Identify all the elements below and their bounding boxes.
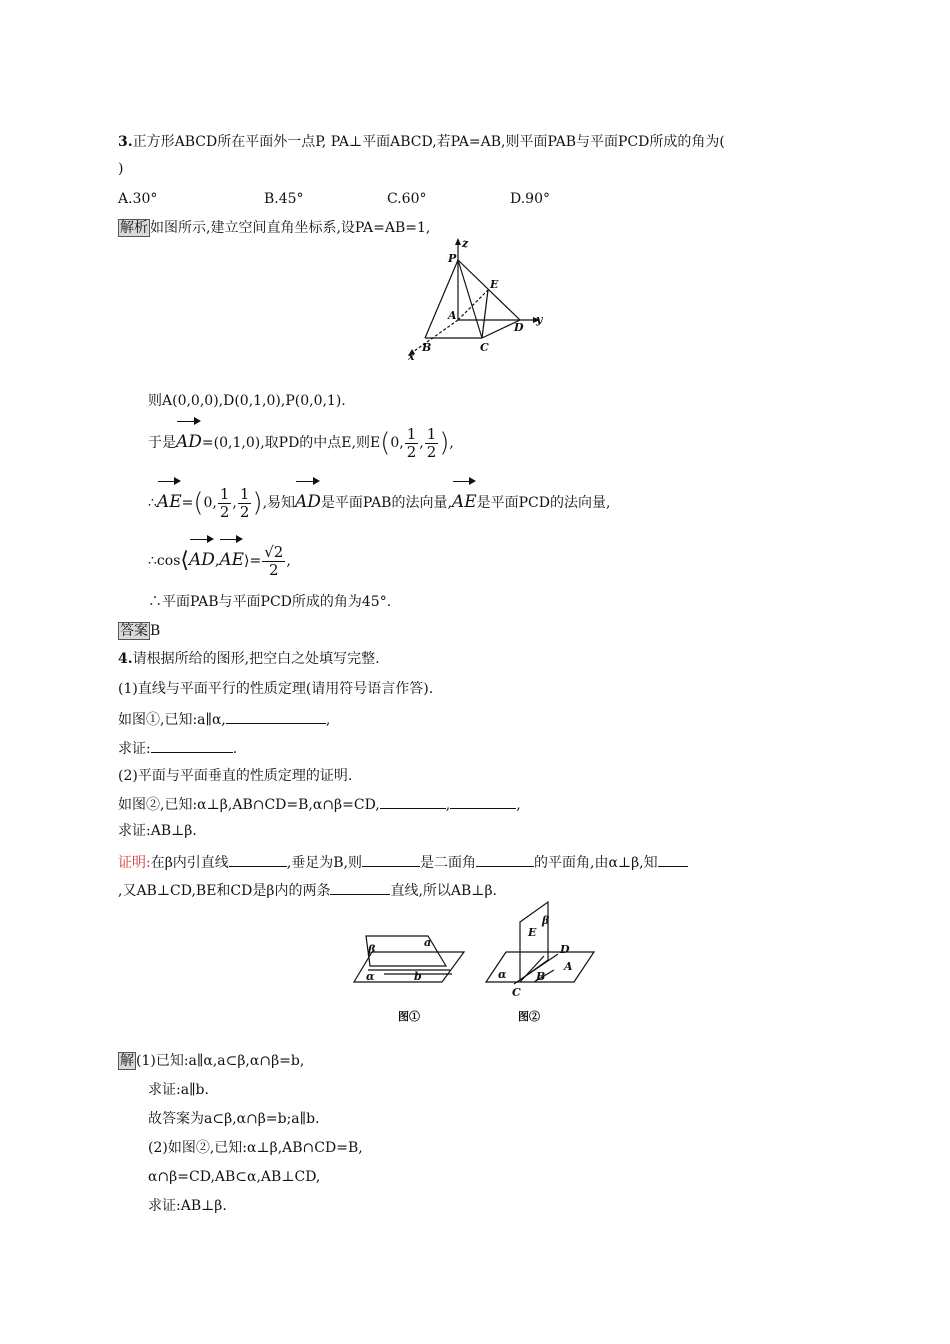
fig2-caption: 图②: [518, 1010, 540, 1023]
fig1-label-a: a: [424, 936, 432, 949]
q3-stem-line1: [118, 133, 725, 151]
e-coord-zero: 0,: [390, 435, 404, 451]
q4-solution-line3: 故答案为a⊂β,α∩β=b;a∥b.: [148, 1111, 320, 1127]
fig-label-p: P: [448, 252, 457, 265]
fill-blank[interactable]: [226, 709, 326, 724]
q3-stem-text: 正方形ABCD所在平面外一点P, PA⊥平面ABCD,若PA=AB,则平面PAB与平面PCD所成的角为(: [132, 134, 725, 150]
q3-step3: ∴AE=(0, $\frac{1}{2}$ , $\frac{1}{2}$ ),易知AD是平面PAB的法向量,AE是平面PCD的法向量,: [148, 478, 610, 523]
q4-solution-line2: 求证:a∥b.: [148, 1082, 209, 1098]
q3-option-b: B.45°: [264, 191, 304, 207]
fig2-label-beta: β: [542, 914, 550, 927]
fig1-label-b: b: [414, 970, 422, 983]
fill-blank[interactable]: [362, 852, 420, 867]
q3-analysis-line: [118, 219, 430, 237]
fig2-label-alpha: α: [498, 968, 507, 981]
fig-label-y: y: [536, 313, 543, 326]
fig-label-z: z: [462, 238, 469, 250]
fig2-label-a: A: [564, 960, 573, 973]
fig-label-b: B: [422, 341, 432, 354]
fig-label-a: A: [448, 309, 457, 322]
fill-blank[interactable]: [151, 738, 233, 753]
fig2-label-c: C: [512, 986, 521, 999]
q3-step2: 于是AD=(0,1,0),取PD的中点E,则E(0, $\frac{1}{2}$ , $\frac{1}{2}$ ),: [148, 418, 454, 463]
fig2-label-d: D: [560, 943, 570, 956]
vector-ad: AD: [189, 536, 215, 580]
fig-label-x: x: [408, 350, 415, 363]
q4-solution-line6: 求证:AB⊥β.: [148, 1198, 227, 1214]
pyramid-figure: [400, 238, 560, 364]
fill-blank[interactable]: [450, 794, 516, 809]
fill-blank[interactable]: [380, 794, 446, 809]
fig-label-c: C: [480, 341, 489, 354]
half-fraction: $\frac{1}{2}$: [426, 424, 437, 461]
figure-2: [484, 898, 602, 1032]
vector-ae: AE: [452, 478, 477, 522]
fig2-label-e: E: [528, 926, 537, 939]
q3-answer-line: [118, 622, 160, 640]
q3-option-c: C.60°: [387, 191, 427, 207]
q4-stem: [118, 650, 380, 668]
q3-step4: ∴cos⟨AD,AE⟩= $\frac{√2}{2}$ ,: [148, 536, 291, 581]
q4-solution-line4: (2)如图②,已知:α⊥β,AB∩CD=B,: [148, 1140, 363, 1156]
fig2-label-b: B: [536, 970, 546, 983]
fig-label-d: D: [514, 321, 524, 334]
q4-part1-given: 如图①,已知:a∥α, ,: [118, 709, 330, 729]
fill-blank[interactable]: [330, 880, 390, 895]
fill-blank[interactable]: [658, 852, 688, 867]
vector-ad: AD: [176, 418, 202, 462]
cos-value-fraction: $\frac{√2}{2}$: [264, 542, 284, 579]
half-fraction: $\frac{1}{2}$: [239, 484, 250, 521]
q4-number: 4.: [118, 651, 133, 667]
fig1-label-alpha: α: [366, 970, 375, 983]
solution-tag: 解: [120, 1053, 134, 1069]
q4-part2-prove: 求证:AB⊥β.: [118, 823, 197, 839]
q4-part2-title: (2)平面与平面垂直的性质定理的证明.: [118, 768, 353, 784]
q3-stem-line2: ): [118, 161, 124, 177]
figure-1: [352, 932, 472, 1032]
fig1-label-beta: β: [368, 943, 376, 956]
q4-solution-line5: α∩β=CD,AB⊂α,AB⊥CD,: [148, 1169, 321, 1185]
fig1-caption: 图①: [398, 1010, 420, 1023]
q4-stem-text: 请根据所给的图形,把空白之处填写完整.: [132, 651, 380, 667]
q4-part1-title: (1)直线与平面平行的性质定理(请用符号语言作答).: [118, 681, 434, 697]
q4-solution-line1: 解 (1)已知:a∥α,a⊂β,α∩β=b,: [120, 1053, 305, 1069]
q3-option-d: D.90°: [510, 191, 550, 207]
analysis-tag: 解析: [120, 220, 148, 236]
vector-ad: AD: [295, 478, 321, 522]
q4-proof-line1: 证明:在β内引直线 ,垂足为B,则 是二面角 的平面角,由α⊥β,知: [118, 852, 688, 872]
q3-step1: 则A(0,0,0),D(0,1,0),P(0,0,1).: [148, 393, 346, 409]
q4-proof-line2: ,又AB⊥CD,BE和CD是β内的两条 直线,所以AB⊥β.: [118, 880, 497, 900]
half-fraction: $\frac{1}{2}$: [406, 424, 417, 461]
q3-number: 3.: [118, 134, 133, 150]
vector-ae: AE: [157, 478, 182, 522]
answer-tag: 答案: [120, 623, 148, 639]
step2-middle: =(0,1,0),取PD的中点E,则E: [201, 435, 381, 451]
answer-value: B: [150, 623, 161, 639]
proof-label: 证明:: [118, 855, 151, 871]
q4-part2-given: 如图②,已知:α⊥β,AB∩CD=B,α∩β=CD, , ,: [118, 794, 521, 814]
fill-blank[interactable]: [476, 852, 534, 867]
q4-part1-prove: 求证: .: [118, 738, 237, 758]
cos-word: cos: [156, 553, 181, 569]
step2-prefix: 于是: [148, 435, 176, 451]
fill-blank[interactable]: [229, 852, 287, 867]
q3-option-a: A.30°: [118, 191, 158, 207]
half-fraction: $\frac{1}{2}$: [219, 484, 230, 521]
vector-ae: AE: [219, 536, 244, 580]
analysis-intro: 如图所示,建立空间直角坐标系,设PA=AB=1,: [150, 220, 431, 236]
q3-step5: ∴平面PAB与平面PCD所成的角为45°.: [148, 594, 392, 610]
fig-label-e: E: [490, 278, 499, 291]
